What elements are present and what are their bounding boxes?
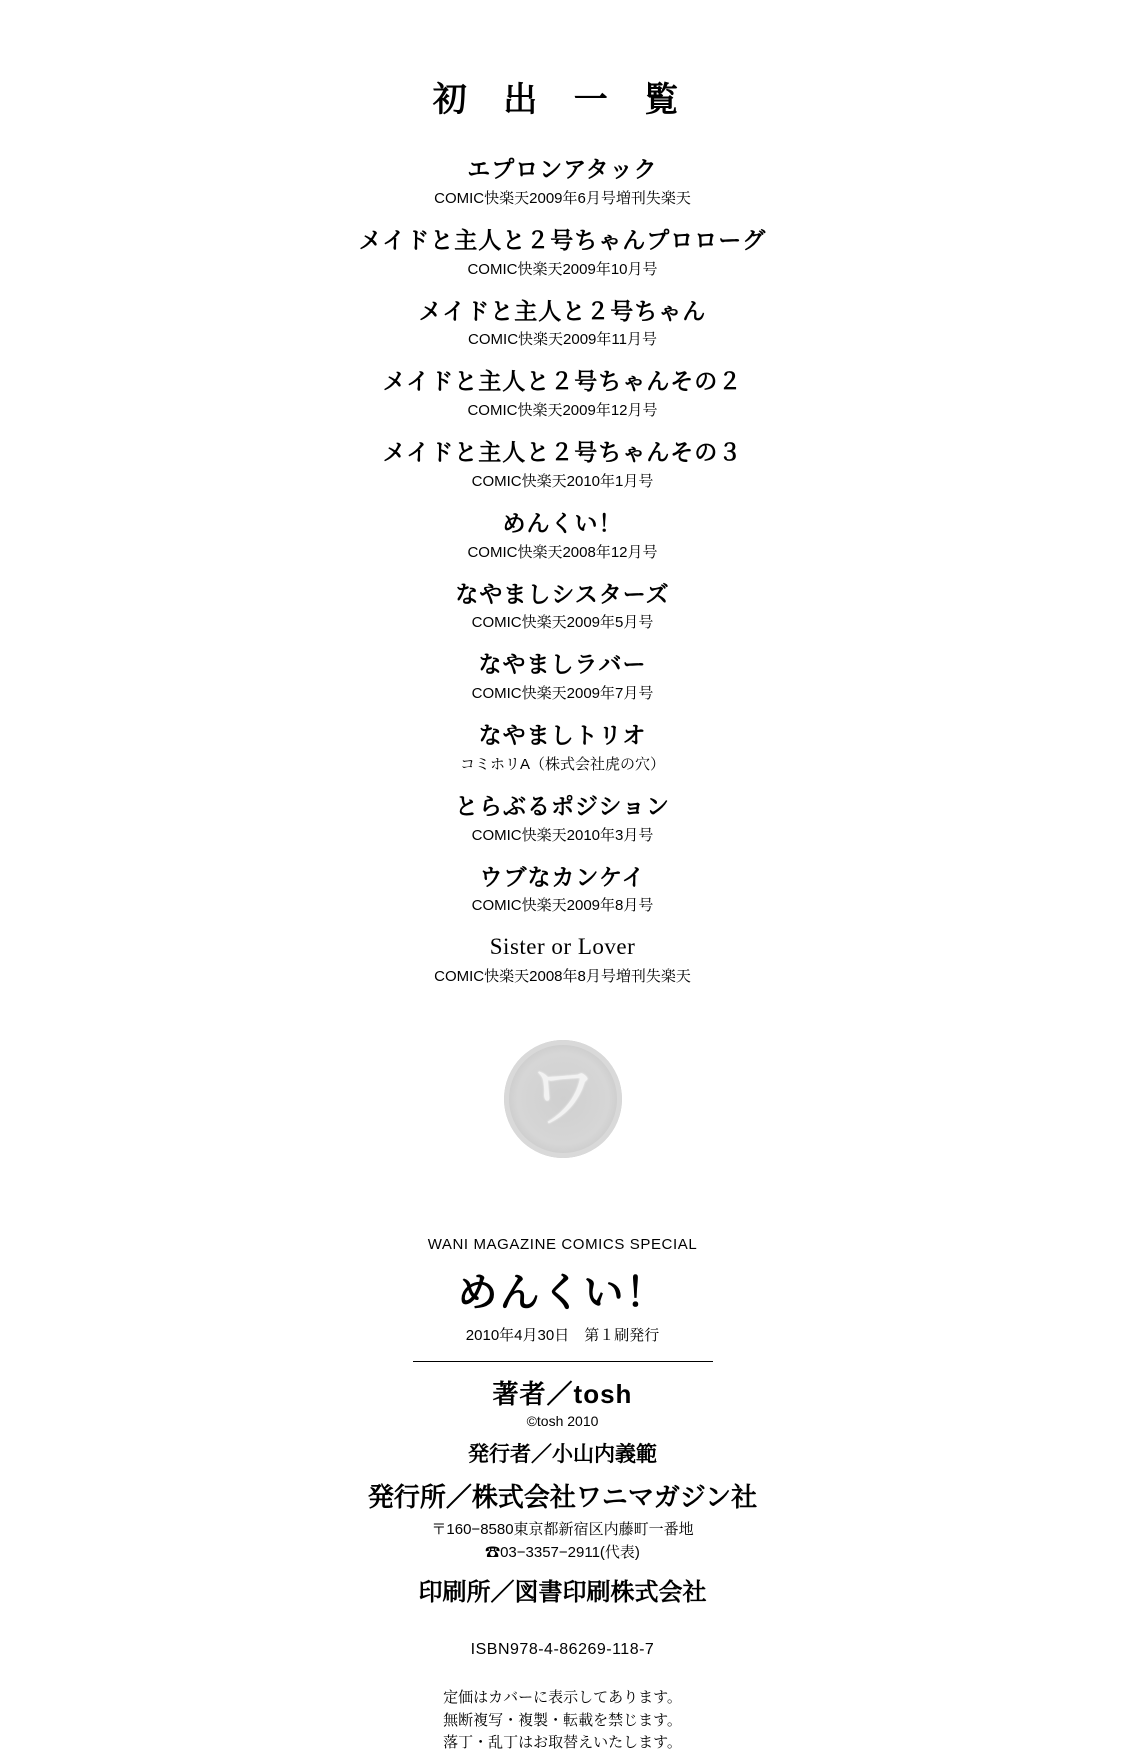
copyright-line: ©tosh 2010: [526, 1413, 599, 1429]
work-title: Sister or Lover: [489, 934, 636, 960]
publication-date: 2010年4月30日 第１刷発行: [465, 1327, 660, 1344]
work-title: めんくい！: [502, 509, 623, 536]
work-source: COMIC快楽天2010年1月号: [471, 472, 654, 490]
imprint-block: [0, 1236, 1125, 1755]
publisher-person-line: 発行者／小山内義範: [468, 1443, 657, 1466]
isbn: ISBN978-4-86269-118-7: [470, 1641, 655, 1658]
list-item: [0, 721, 1125, 774]
publisher-seal-icon: [504, 1040, 622, 1158]
list-item: [0, 792, 1125, 845]
publisher-line: 発行所／株式会社ワニマガジン社: [367, 1482, 758, 1512]
work-source: COMIC快楽天2009年5月号: [471, 614, 654, 632]
work-source: COMIC快楽天2010年3月号: [471, 826, 654, 844]
series-label: WANI MAGAZINE COMICS SPECIAL: [427, 1236, 698, 1253]
list-item: [0, 863, 1125, 916]
work-source: COMIC快楽天2008年12月号: [467, 543, 658, 561]
list-item: [0, 580, 1125, 633]
list-item: [0, 297, 1125, 350]
work-title: メイドと主人と２号ちゃん: [418, 297, 707, 324]
first-publication-list: [0, 155, 1125, 986]
publisher-emblem-area: [0, 1040, 1125, 1158]
work-title: メイドと主人と２号ちゃんその２: [382, 368, 743, 395]
publisher-telephone: ☎03−3357−2911(代表): [485, 1544, 640, 1561]
list-item: [0, 155, 1125, 208]
work-title: なやましラバー: [478, 651, 647, 678]
work-source: COMIC快楽天2009年6月号増刊失楽天: [434, 189, 691, 207]
work-source: COMIC快楽天2009年10月号: [467, 260, 658, 278]
work-source: COMIC快楽天2009年8月号: [471, 897, 654, 915]
notice-line: 無断複写・複製・転載を禁じます。: [443, 1711, 682, 1729]
notice-line: 落丁・乱丁はお取替えいたします。: [443, 1734, 682, 1751]
work-source: COMIC快楽天2009年7月号: [471, 685, 654, 702]
list-item: [0, 367, 1125, 420]
work-title: エプロンアタック: [467, 156, 658, 182]
author-line: 著者／tosh: [492, 1379, 633, 1409]
printer-line: 印刷所／図書印刷株式会社: [418, 1579, 707, 1606]
publisher-address: 〒160−8580東京都新宿区内藤町一番地: [431, 1521, 694, 1538]
work-source: COMIC快楽天2009年11月号: [468, 331, 657, 349]
work-title: なやましシスターズ: [455, 580, 670, 607]
work-source: COMIC快楽天2009年12月号: [467, 402, 658, 419]
work-title: メイドと主人と２号ちゃんプロローグ: [358, 226, 767, 253]
book-title: めんくい！: [457, 1271, 668, 1315]
work-source: COMIC快楽天2008年8月号増刊失楽天: [434, 968, 691, 985]
list-item: [0, 650, 1125, 703]
page-title: 初 出 一 覧: [432, 82, 693, 119]
emblem-glyph: ワ: [527, 1060, 598, 1137]
work-title: メイドと主人と２号ちゃんその３: [382, 439, 743, 465]
work-title: なやましトリオ: [478, 722, 647, 748]
legal-notices: [0, 1687, 1125, 1755]
notice-line: 定価はカバーに表示してあります。: [443, 1689, 682, 1706]
list-item: [0, 438, 1125, 491]
work-title: ウブなカンケイ: [479, 863, 646, 890]
list-item: [0, 933, 1125, 986]
list-item: [0, 509, 1125, 562]
list-item: [0, 226, 1125, 279]
work-source: コミホリA（株式会社虎の穴）: [459, 755, 665, 773]
work-title: とらぶるポジション: [455, 792, 670, 819]
divider: [413, 1361, 713, 1362]
